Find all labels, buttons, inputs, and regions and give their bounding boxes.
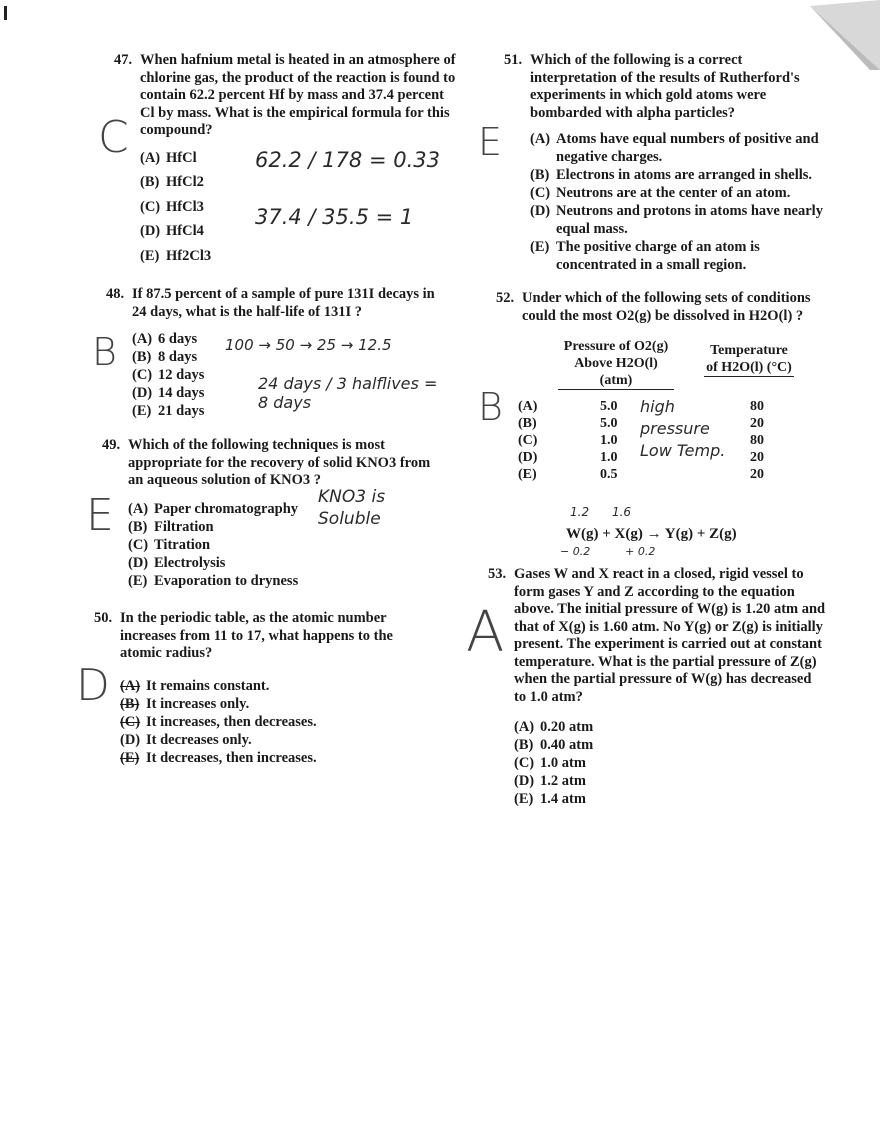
answer-mark-49: E bbox=[86, 490, 114, 541]
choice-b: (B) HfCl2 bbox=[140, 174, 204, 190]
choice-c: (C) HfCl3 bbox=[140, 198, 204, 215]
choice-a: (A) It remains constant. bbox=[120, 677, 270, 694]
question-50 bbox=[94, 610, 420, 767]
table-row: (A) 5.0 80 bbox=[518, 399, 764, 414]
handwritten-work-48b: 24 days / 3 halflives = 8 days bbox=[258, 374, 438, 412]
choice-c: (C) 1.0 atm bbox=[514, 755, 586, 771]
question-stem: Which of the following is a correct interpretation of the results of Rutherford's experiments in which gold atoms were bombarded with alpha particles? bbox=[530, 52, 800, 121]
choice-a: (A) 6 days bbox=[132, 331, 198, 347]
table-row: (D) 1.0 20 bbox=[518, 450, 764, 465]
question-stem: Under which of the following sets of conditions could the most O2(g) be dissolved in H2O(l) ? bbox=[522, 290, 811, 324]
question-stem: If 87.5 percent of a sample of pure 131I decays in 24 days, what is the half-life of 131I ? bbox=[132, 286, 435, 320]
answer-mark-50: D bbox=[76, 660, 110, 711]
question-stem: Gases W and X react in a closed, rigid vessel to form gases Y and Z according to the equation above. The initial pressure of W(g) is 1.20 atm and that of X(g) is 1.60 atm. No Y(g) or Z(g) is initially present. The experiment is carried out at constant temperature. What is the partial pressure of Z(g) when the partial pressure of W(g) has decreased to 1.0 atm? bbox=[514, 566, 826, 705]
choice-d: (D) 1.2 atm bbox=[514, 773, 586, 789]
answer-mark-53: A bbox=[466, 600, 505, 665]
question-number: 51. bbox=[504, 52, 523, 68]
question-53 bbox=[488, 566, 826, 808]
answer-mark-48: B bbox=[92, 330, 117, 374]
choice-a: (A) Paper chromatography bbox=[128, 500, 299, 517]
choice-e: (E) The positive charge of an atom is concentrated in a small region. bbox=[530, 239, 760, 273]
choice-c: (C) It increases, then decreases. bbox=[120, 713, 317, 730]
question-number: 49. bbox=[102, 437, 121, 453]
reaction-equation: W(g) + X(g) → Y(g) + Z(g) bbox=[566, 526, 737, 542]
choice-c: (C) 12 days bbox=[132, 367, 205, 383]
table-row: (B) 5.0 20 bbox=[518, 416, 764, 431]
question-stem: When hafnium metal is heated in an atmosphere of chlorine gas, the product of the reaction is found to contain 62.2 percent Hf by mass and 37.4 percent Cl by mass. What is the empirical formula for this compound? bbox=[140, 52, 456, 138]
corner-tick-mark bbox=[4, 6, 7, 20]
handwritten-note-52: high pressure Low Temp. bbox=[640, 397, 726, 460]
answer-mark-51: E bbox=[478, 120, 503, 164]
handwritten-work-49: KNO3 is Soluble bbox=[318, 487, 386, 529]
question-number: 53. bbox=[488, 566, 507, 582]
table-row: (E) 0.5 20 bbox=[518, 467, 764, 482]
choice-e: (E) It decreases, then increases. bbox=[120, 749, 317, 766]
choice-e: (E) 21 days bbox=[132, 403, 205, 419]
question-stem: Which of the following techniques is most appropriate for the recovery of solid KNO3 from an aqueous solution of KNO3 ? bbox=[128, 437, 431, 488]
choice-c: (C) Titration bbox=[128, 536, 211, 553]
choice-e: (E) Hf2Cl3 bbox=[140, 247, 212, 264]
question-number: 47. bbox=[114, 52, 133, 68]
choice-d: (D) Neutrons and protons in atoms have nearly equal mass. bbox=[530, 203, 823, 237]
answer-mark-52: B bbox=[478, 385, 503, 429]
column-header-temperature: Temperature of H2O(l) (°C) bbox=[704, 342, 794, 377]
choice-e: (E) Evaporation to dryness bbox=[128, 572, 299, 589]
choice-b: (B) 8 days bbox=[132, 349, 198, 365]
choice-a: (A) HfCl bbox=[140, 149, 197, 166]
table-row: (C) 1.0 80 bbox=[518, 433, 764, 448]
choice-c: (C) Neutrons are at the center of an atom. bbox=[530, 185, 791, 201]
choice-b: (B) 0.40 atm bbox=[514, 737, 594, 753]
question-number: 48. bbox=[106, 286, 125, 302]
handwritten-work-47a: 62.2 / 178 = 0.33 bbox=[255, 148, 440, 172]
choice-b: (B) It increases only. bbox=[120, 695, 250, 712]
question-number: 50. bbox=[94, 610, 113, 626]
choice-d: (D) HfCl4 bbox=[140, 223, 204, 239]
choice-b: (B) Filtration bbox=[128, 518, 214, 535]
question-stem: In the periodic table, as the atomic number increases from 11 to 17, what happens to the atomic radius? bbox=[120, 610, 393, 661]
question-number: 52. bbox=[496, 290, 515, 306]
choice-a: (A) Atoms have equal numbers of positive and negative charges. bbox=[530, 131, 819, 165]
question-52 bbox=[496, 290, 822, 325]
answer-mark-47: C bbox=[98, 112, 129, 163]
handwritten-work-53-top: 1.2 1.6 bbox=[570, 505, 632, 519]
handwritten-work-47b: 37.4 / 35.5 = 1 bbox=[255, 205, 414, 229]
choice-d: (D) Electrolysis bbox=[128, 554, 226, 571]
choice-e: (E) 1.4 atm bbox=[514, 791, 586, 807]
choice-d: (D) It decreases only. bbox=[120, 731, 252, 748]
handwritten-work-48a: 100 → 50 → 25 → 12.5 bbox=[225, 336, 392, 354]
choice-a: (A) 0.20 atm bbox=[514, 719, 594, 735]
handwritten-work-53-bottom: − 0.2 + 0.2 bbox=[560, 545, 656, 558]
choice-d: (D) 14 days bbox=[132, 385, 205, 401]
choice-b: (B) Electrons in atoms are arranged in shells. bbox=[530, 167, 813, 183]
question-51 bbox=[504, 52, 830, 274]
column-header-pressure: Pressure of O2(g) Above H2O(l) (atm) bbox=[558, 338, 674, 390]
